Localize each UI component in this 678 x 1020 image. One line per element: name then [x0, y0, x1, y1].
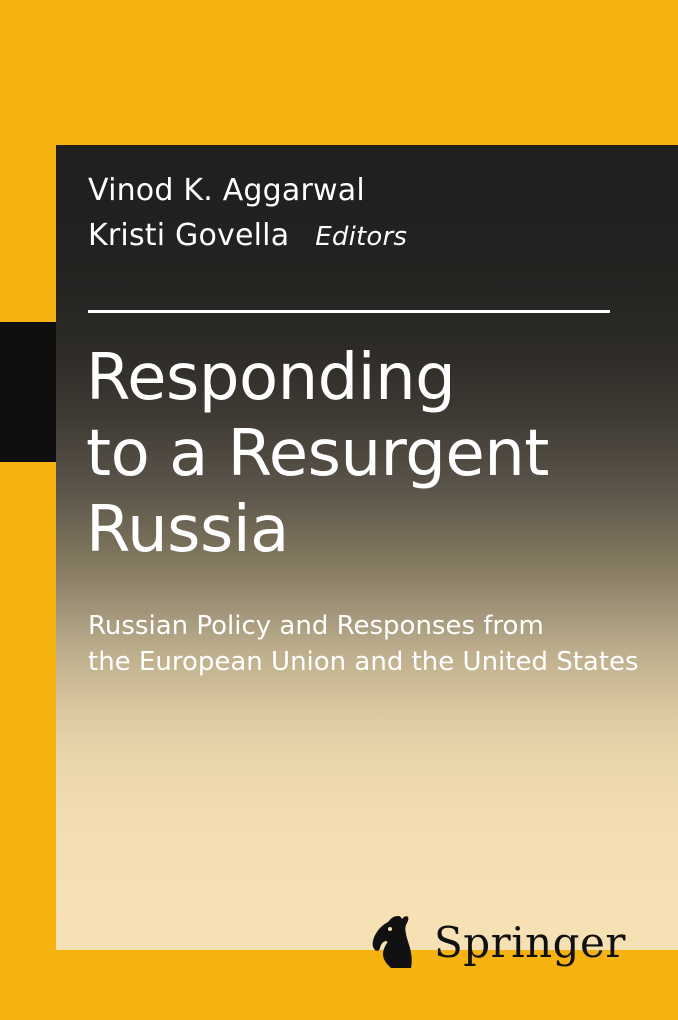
book-title — [86, 340, 646, 568]
left-accent-block — [0, 322, 56, 462]
authors-block — [88, 168, 628, 260]
divider-rule — [88, 310, 610, 313]
publisher-name: Springer — [433, 917, 626, 967]
title-line-1: Responding — [86, 341, 456, 415]
springer-knight-icon — [368, 912, 424, 972]
author-line-2 — [88, 213, 628, 260]
title-line-2: to a Resurgent — [86, 417, 549, 491]
author-name-2: Kristi Govella — [88, 218, 290, 253]
subtitle-line-2: the European Union and the United States — [88, 647, 639, 677]
editors-label: Editors — [315, 222, 408, 252]
subtitle-line-1: Russian Policy and Responses from — [88, 611, 544, 641]
publisher-block — [368, 912, 626, 972]
author-name-1: Vinod K. Aggarwal — [88, 173, 365, 208]
book-subtitle — [88, 608, 648, 680]
title-line-3: Russia — [86, 493, 289, 567]
